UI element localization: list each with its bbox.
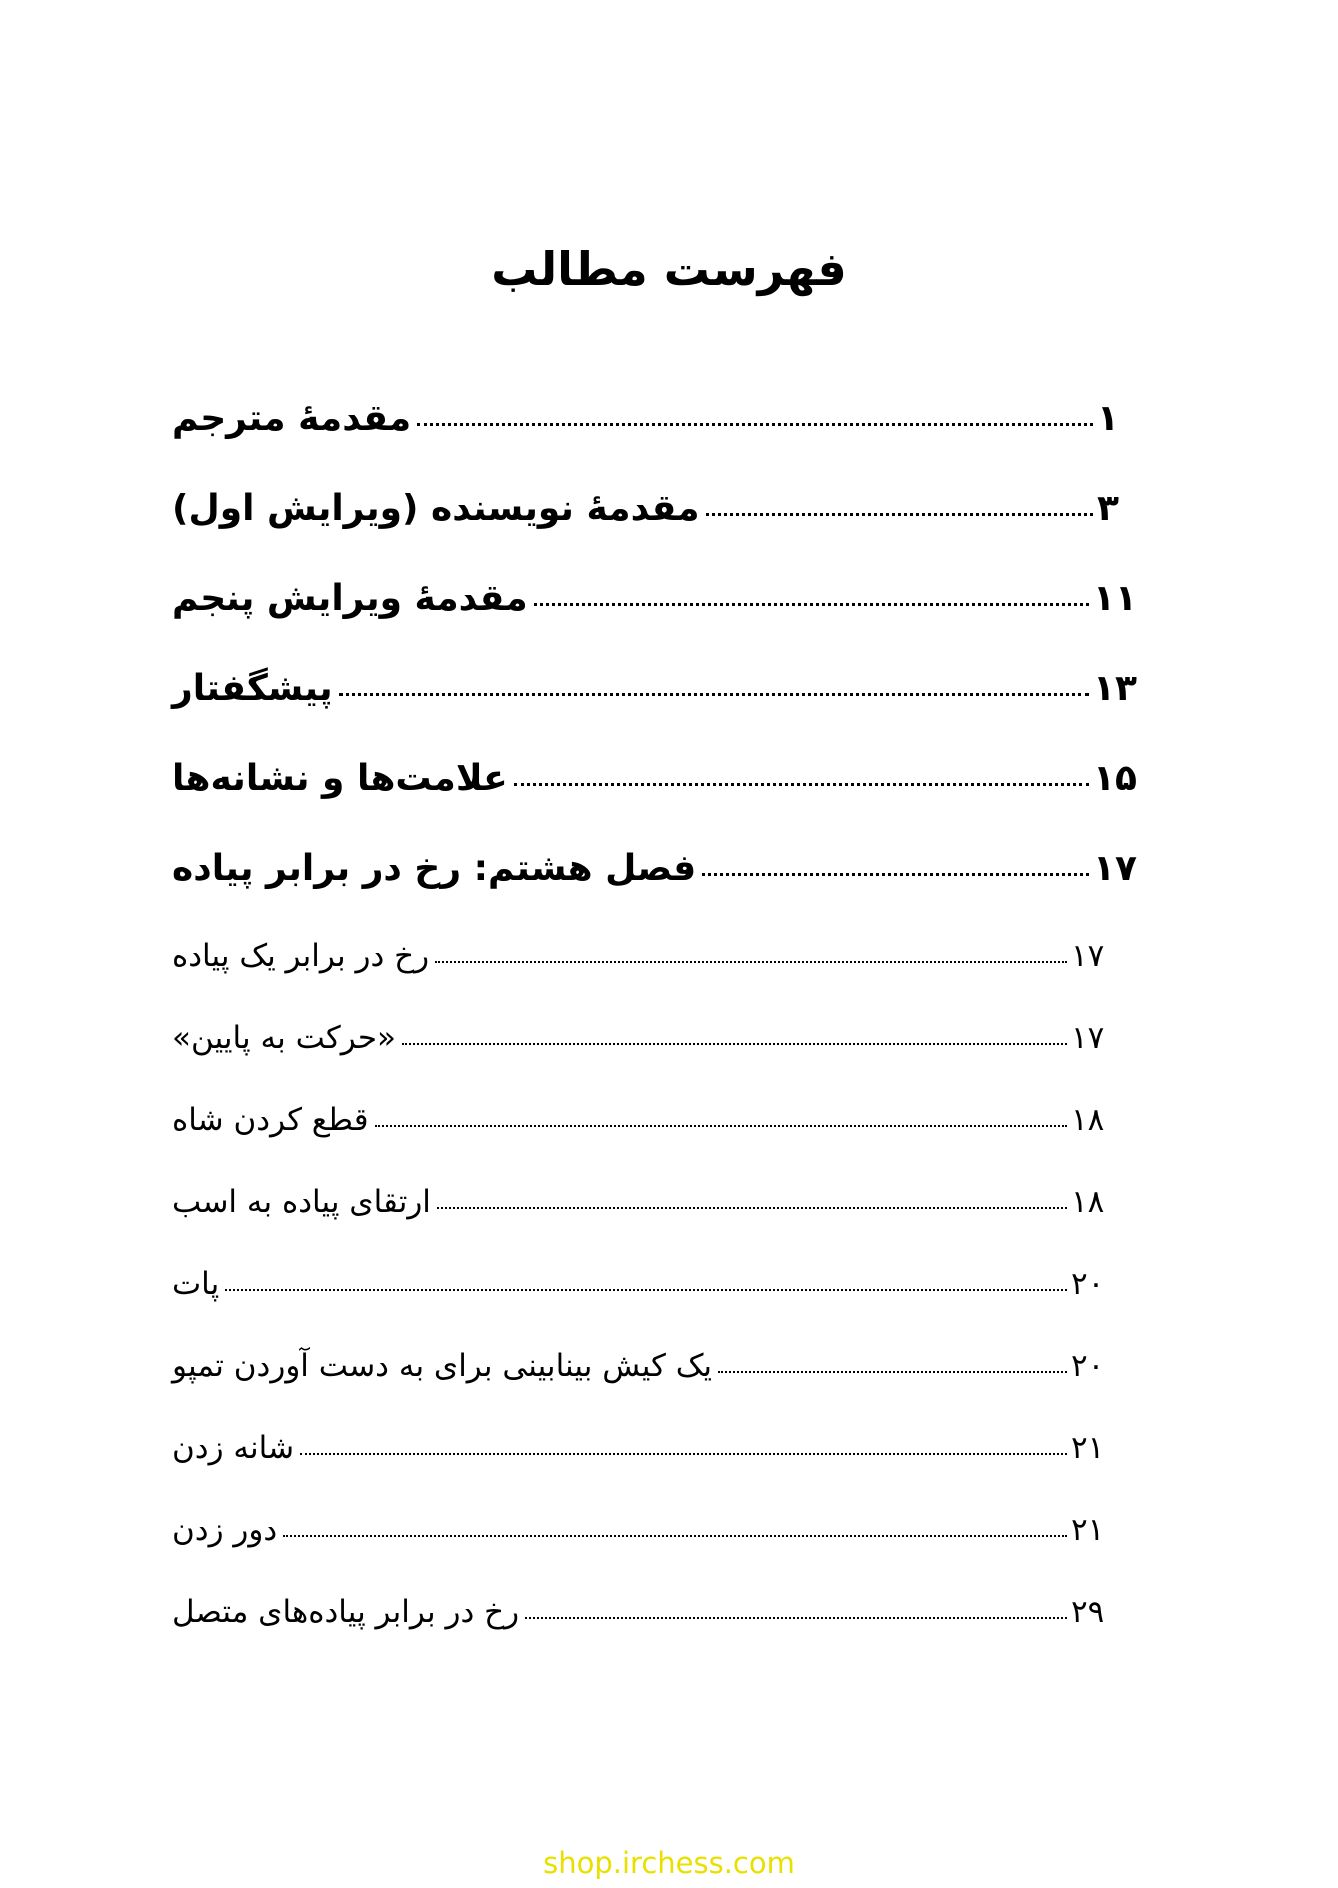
toc-entry — [172, 398, 1137, 448]
toc-subentry-page: ۲۰ — [1071, 1266, 1105, 1302]
toc-subentry — [172, 1594, 1111, 1640]
toc-subentry-label: شانه زدن — [172, 1430, 295, 1466]
toc-subentry-label: پات — [172, 1266, 220, 1302]
page-title: فهرست مطالب — [491, 241, 847, 296]
toc-subentry-page: ۲۱ — [1071, 1512, 1105, 1548]
toc-entry — [172, 758, 1137, 808]
toc-dot-leader — [375, 1125, 1067, 1127]
toc-subentry-label: رخ در برابر پیاده‌های متصل — [172, 1594, 520, 1630]
toc-dot-leader — [534, 603, 1089, 606]
toc-subentry-label: ارتقای پیاده به اسب — [172, 1184, 431, 1220]
toc-entry-page: ۱۱ — [1093, 578, 1137, 619]
toc-subentry-label: قطع کردن شاه — [172, 1102, 369, 1138]
toc-dot-leader — [525, 1617, 1067, 1619]
toc-subentry-page: ۲۰ — [1071, 1348, 1105, 1384]
toc-subentry — [172, 1102, 1111, 1148]
toc-entry-page: ۳ — [1097, 488, 1119, 529]
toc-entry-label: فصل هشتم: رخ در برابر پیاده — [172, 848, 697, 889]
toc-dot-leader — [514, 783, 1089, 786]
toc-subentry — [172, 1020, 1111, 1066]
toc-entry — [172, 488, 1137, 538]
toc-subentry-label: دور زدن — [172, 1512, 278, 1548]
toc-dot-leader — [437, 1207, 1067, 1209]
toc-entry-page: ۱۳ — [1093, 668, 1137, 709]
toc-dot-leader — [417, 423, 1093, 426]
toc-dot-leader — [402, 1043, 1067, 1045]
toc-entry-page: ۱۵ — [1093, 758, 1137, 799]
footer-watermark: shop.irchess.com — [543, 1846, 795, 1880]
toc-entry-label: علامت‌ها و نشانه‌ها — [172, 758, 508, 799]
toc-dot-leader — [702, 873, 1089, 876]
toc-dot-leader — [435, 961, 1067, 963]
toc-subentry-page: ۱۸ — [1071, 1184, 1105, 1220]
toc-dot-leader — [706, 513, 1093, 516]
toc-entry-label: مقدمۀ ویرایش پنجم — [172, 578, 528, 619]
toc-subentry-page: ۱۸ — [1071, 1102, 1105, 1138]
toc-entry-label: پیشگفتار — [172, 668, 333, 709]
toc-subentry — [172, 938, 1111, 984]
toc-dot-leader — [283, 1535, 1067, 1537]
toc-subentry-label: رخ در برابر یک پیاده — [172, 938, 430, 974]
toc-entry-label: مقدمۀ مترجم — [172, 398, 412, 439]
toc-subentry — [172, 1348, 1111, 1394]
toc-entry — [172, 848, 1137, 898]
toc-subentry-label: یک کیش بینابینی برای به دست آوردن تمپو — [172, 1348, 713, 1384]
toc-entry-page: ۱۷ — [1093, 848, 1137, 889]
toc-entry — [172, 668, 1137, 718]
toc-subentry-label: «حرکت به پایین» — [172, 1020, 397, 1056]
toc-subentry — [172, 1184, 1111, 1230]
toc-dot-leader — [300, 1453, 1067, 1455]
toc-subentry — [172, 1430, 1111, 1476]
toc-entry-label: مقدمۀ نویسنده (ویرایش اول) — [172, 488, 700, 529]
toc-dot-leader — [339, 693, 1089, 696]
toc-dot-leader — [718, 1371, 1067, 1373]
toc-subentry — [172, 1512, 1111, 1558]
toc-subentry-page: ۱۷ — [1071, 938, 1105, 974]
toc-subentry-page: ۲۱ — [1071, 1430, 1105, 1466]
toc-subentry-page: ۱۷ — [1071, 1020, 1105, 1056]
toc-subentry — [172, 1266, 1111, 1312]
toc-subentry-page: ۲۹ — [1071, 1594, 1105, 1630]
toc-entry — [172, 578, 1137, 628]
toc-dot-leader — [225, 1289, 1067, 1291]
toc-entry-page: ۱ — [1097, 398, 1119, 439]
